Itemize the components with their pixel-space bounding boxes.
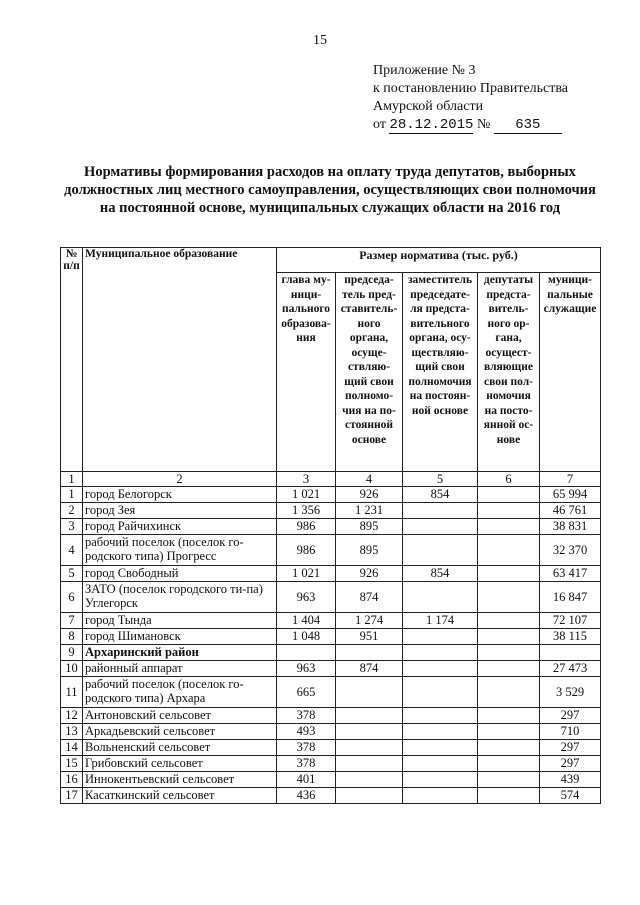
municipality-name: Аркадьевский сельсовет	[83, 724, 277, 740]
value-deputy-chair	[403, 535, 478, 566]
row-number: 14	[61, 740, 83, 756]
row-number: 12	[61, 708, 83, 724]
value-deputy-chair	[403, 661, 478, 677]
document-title: Нормативы формирования расходов на оплату труда депутатов, выборных должностных лиц местного самоуправления, осуществляющих свои полномочия на постоянной основе, муниципальных служащих области на 2016 год	[64, 164, 596, 216]
municipality-name: город Свободный	[83, 566, 277, 582]
table-row	[61, 503, 601, 519]
value-deputies	[478, 788, 540, 804]
value-deputies	[478, 487, 540, 503]
value-servants: 3 529	[540, 677, 601, 708]
value-servants: 574	[540, 788, 601, 804]
table-row	[61, 487, 601, 503]
value-chair: 1 231	[336, 503, 403, 519]
value-head: 1 404	[277, 613, 336, 629]
appendix-block	[373, 62, 568, 134]
value-servants: 439	[540, 772, 601, 788]
table-row	[61, 661, 601, 677]
row-number: 6	[61, 582, 83, 613]
date-prefix: от	[373, 117, 386, 132]
value-servants: 46 761	[540, 503, 601, 519]
row-number: 5	[61, 566, 83, 582]
value-head: 1 021	[277, 487, 336, 503]
value-servants: 63 417	[540, 566, 601, 582]
table-row	[61, 772, 601, 788]
value-deputy-chair	[403, 740, 478, 756]
value-deputies	[478, 677, 540, 708]
number-prefix: №	[476, 117, 491, 132]
row-number: 9	[61, 645, 83, 661]
value-chair	[336, 677, 403, 708]
row-number: 1	[61, 487, 83, 503]
value-deputies	[478, 613, 540, 629]
value-deputies	[478, 503, 540, 519]
value-deputies	[478, 582, 540, 613]
value-deputies	[478, 756, 540, 772]
municipality-name: город Тында	[83, 613, 277, 629]
table-row	[61, 519, 601, 535]
value-deputy-chair: 854	[403, 487, 478, 503]
value-deputy-chair	[403, 645, 478, 661]
column-index-row	[61, 472, 601, 487]
row-number: 17	[61, 788, 83, 804]
table-row	[61, 677, 601, 708]
value-deputy-chair	[403, 582, 478, 613]
value-servants: 65 994	[540, 487, 601, 503]
value-head: 436	[277, 788, 336, 804]
row-number: 10	[61, 661, 83, 677]
value-head: 665	[277, 677, 336, 708]
value-servants	[540, 645, 601, 661]
value-head: 986	[277, 535, 336, 566]
value-head: 378	[277, 708, 336, 724]
table-row	[61, 566, 601, 582]
municipality-name: город Шимановск	[83, 629, 277, 645]
resolution-number: 635	[494, 118, 562, 134]
row-number: 16	[61, 772, 83, 788]
value-head	[277, 645, 336, 661]
value-chair	[336, 756, 403, 772]
value-deputy-chair: 854	[403, 566, 478, 582]
value-head: 1 356	[277, 503, 336, 519]
value-chair: 926	[336, 487, 403, 503]
value-chair	[336, 724, 403, 740]
value-servants: 297	[540, 756, 601, 772]
value-servants: 72 107	[540, 613, 601, 629]
value-deputies	[478, 645, 540, 661]
value-chair: 874	[336, 661, 403, 677]
municipality-name: Касаткинский сельсовет	[83, 788, 277, 804]
value-deputy-chair	[403, 772, 478, 788]
column-index: 1	[61, 472, 83, 487]
table-header-row	[61, 248, 601, 273]
value-deputy-chair	[403, 708, 478, 724]
value-deputies	[478, 661, 540, 677]
municipality-name: Иннокентьевский сельсовет	[83, 772, 277, 788]
row-number: 11	[61, 677, 83, 708]
value-head: 986	[277, 519, 336, 535]
value-servants: 32 370	[540, 535, 601, 566]
municipality-name: город Зея	[83, 503, 277, 519]
table-row	[61, 724, 601, 740]
municipality-name: город Белогорск	[83, 487, 277, 503]
header-deputy-chair: заместитель председате-ля предста-вительного органа, осу-ществляю-щий свои полномочия на постоян-ной основе	[403, 273, 478, 472]
municipality-name: Грибовский сельсовет	[83, 756, 277, 772]
value-deputy-chair	[403, 788, 478, 804]
value-servants: 38 831	[540, 519, 601, 535]
header-num: № п/п	[61, 248, 83, 472]
value-deputy-chair	[403, 677, 478, 708]
value-deputies	[478, 629, 540, 645]
value-head: 1 048	[277, 629, 336, 645]
value-deputy-chair	[403, 503, 478, 519]
appendix-title: Приложение № 3	[373, 63, 476, 78]
row-number: 7	[61, 613, 83, 629]
value-chair: 1 274	[336, 613, 403, 629]
value-head: 963	[277, 582, 336, 613]
column-index: 6	[478, 472, 540, 487]
value-servants: 710	[540, 724, 601, 740]
table-row	[61, 645, 601, 661]
municipality-name: рабочий поселок (поселок го-родского типа) Архара	[83, 677, 277, 708]
value-chair	[336, 645, 403, 661]
value-chair	[336, 788, 403, 804]
value-chair: 895	[336, 519, 403, 535]
municipality-name: ЗАТО (поселок городского ти-па) Углегорск	[83, 582, 277, 613]
value-chair: 874	[336, 582, 403, 613]
municipality-name: Архаринский район	[83, 645, 277, 661]
table-row	[61, 582, 601, 613]
municipality-name: Вольненский сельсовет	[83, 740, 277, 756]
value-chair	[336, 772, 403, 788]
value-servants: 27 473	[540, 661, 601, 677]
table-row	[61, 708, 601, 724]
table-row	[61, 740, 601, 756]
municipality-name: город Райчихинск	[83, 519, 277, 535]
value-deputies	[478, 519, 540, 535]
value-chair: 951	[336, 629, 403, 645]
value-chair	[336, 708, 403, 724]
value-head: 963	[277, 661, 336, 677]
table-row	[61, 535, 601, 566]
header-deputies: депутаты предста-витель-ного ор-гана, осущест-вляющие свои пол-номочия на посто-янной ос-нове	[478, 273, 540, 472]
value-servants: 297	[540, 708, 601, 724]
column-index: 4	[336, 472, 403, 487]
value-deputies	[478, 724, 540, 740]
column-index: 5	[403, 472, 478, 487]
header-municipality: Муниципальное образование	[83, 248, 277, 472]
value-deputy-chair: 1 174	[403, 613, 478, 629]
row-number: 8	[61, 629, 83, 645]
value-head: 378	[277, 740, 336, 756]
municipality-name: рабочий поселок (поселок го-родского типа) Прогресс	[83, 535, 277, 566]
table-row	[61, 629, 601, 645]
value-deputies	[478, 740, 540, 756]
table-row	[61, 756, 601, 772]
resolution-date: 28.12.2015	[389, 117, 474, 133]
value-servants: 297	[540, 740, 601, 756]
row-number: 4	[61, 535, 83, 566]
appendix-date-line	[373, 116, 568, 134]
row-number: 13	[61, 724, 83, 740]
value-head: 401	[277, 772, 336, 788]
appendix-resolution: к постановлению Правительства	[373, 81, 569, 96]
table-row	[61, 788, 601, 804]
value-chair: 895	[336, 535, 403, 566]
value-deputy-chair	[403, 519, 478, 535]
row-number: 15	[61, 756, 83, 772]
value-head: 493	[277, 724, 336, 740]
value-deputy-chair	[403, 629, 478, 645]
value-chair: 926	[336, 566, 403, 582]
value-deputies	[478, 708, 540, 724]
value-head: 1 021	[277, 566, 336, 582]
column-index: 3	[277, 472, 336, 487]
header-norm-size: Размер норматива (тыс. руб.)	[277, 248, 601, 273]
header-chair: председа-тель пред-ставитель-ного органа, осуще-ствляю-щий свои полномо-чия на по-стоянной основе	[336, 273, 403, 472]
table-row	[61, 613, 601, 629]
header-head: глава му-ници-пального образова-ния	[277, 273, 336, 472]
appendix-region: Амурской области	[373, 99, 484, 114]
page-number: 15	[313, 33, 327, 48]
municipality-name: Антоновский сельсовет	[83, 708, 277, 724]
value-deputies	[478, 566, 540, 582]
value-deputies	[478, 772, 540, 788]
value-deputy-chair	[403, 756, 478, 772]
row-number: 2	[61, 503, 83, 519]
value-servants: 38 115	[540, 629, 601, 645]
value-deputy-chair	[403, 724, 478, 740]
value-chair	[336, 740, 403, 756]
header-servants: муници-пальные служащие	[540, 273, 601, 472]
row-number: 3	[61, 519, 83, 535]
value-head: 378	[277, 756, 336, 772]
municipality-name: районный аппарат	[83, 661, 277, 677]
norms-table	[60, 247, 601, 804]
column-index: 7	[540, 472, 601, 487]
value-servants: 16 847	[540, 582, 601, 613]
column-index: 2	[83, 472, 277, 487]
value-deputies	[478, 535, 540, 566]
